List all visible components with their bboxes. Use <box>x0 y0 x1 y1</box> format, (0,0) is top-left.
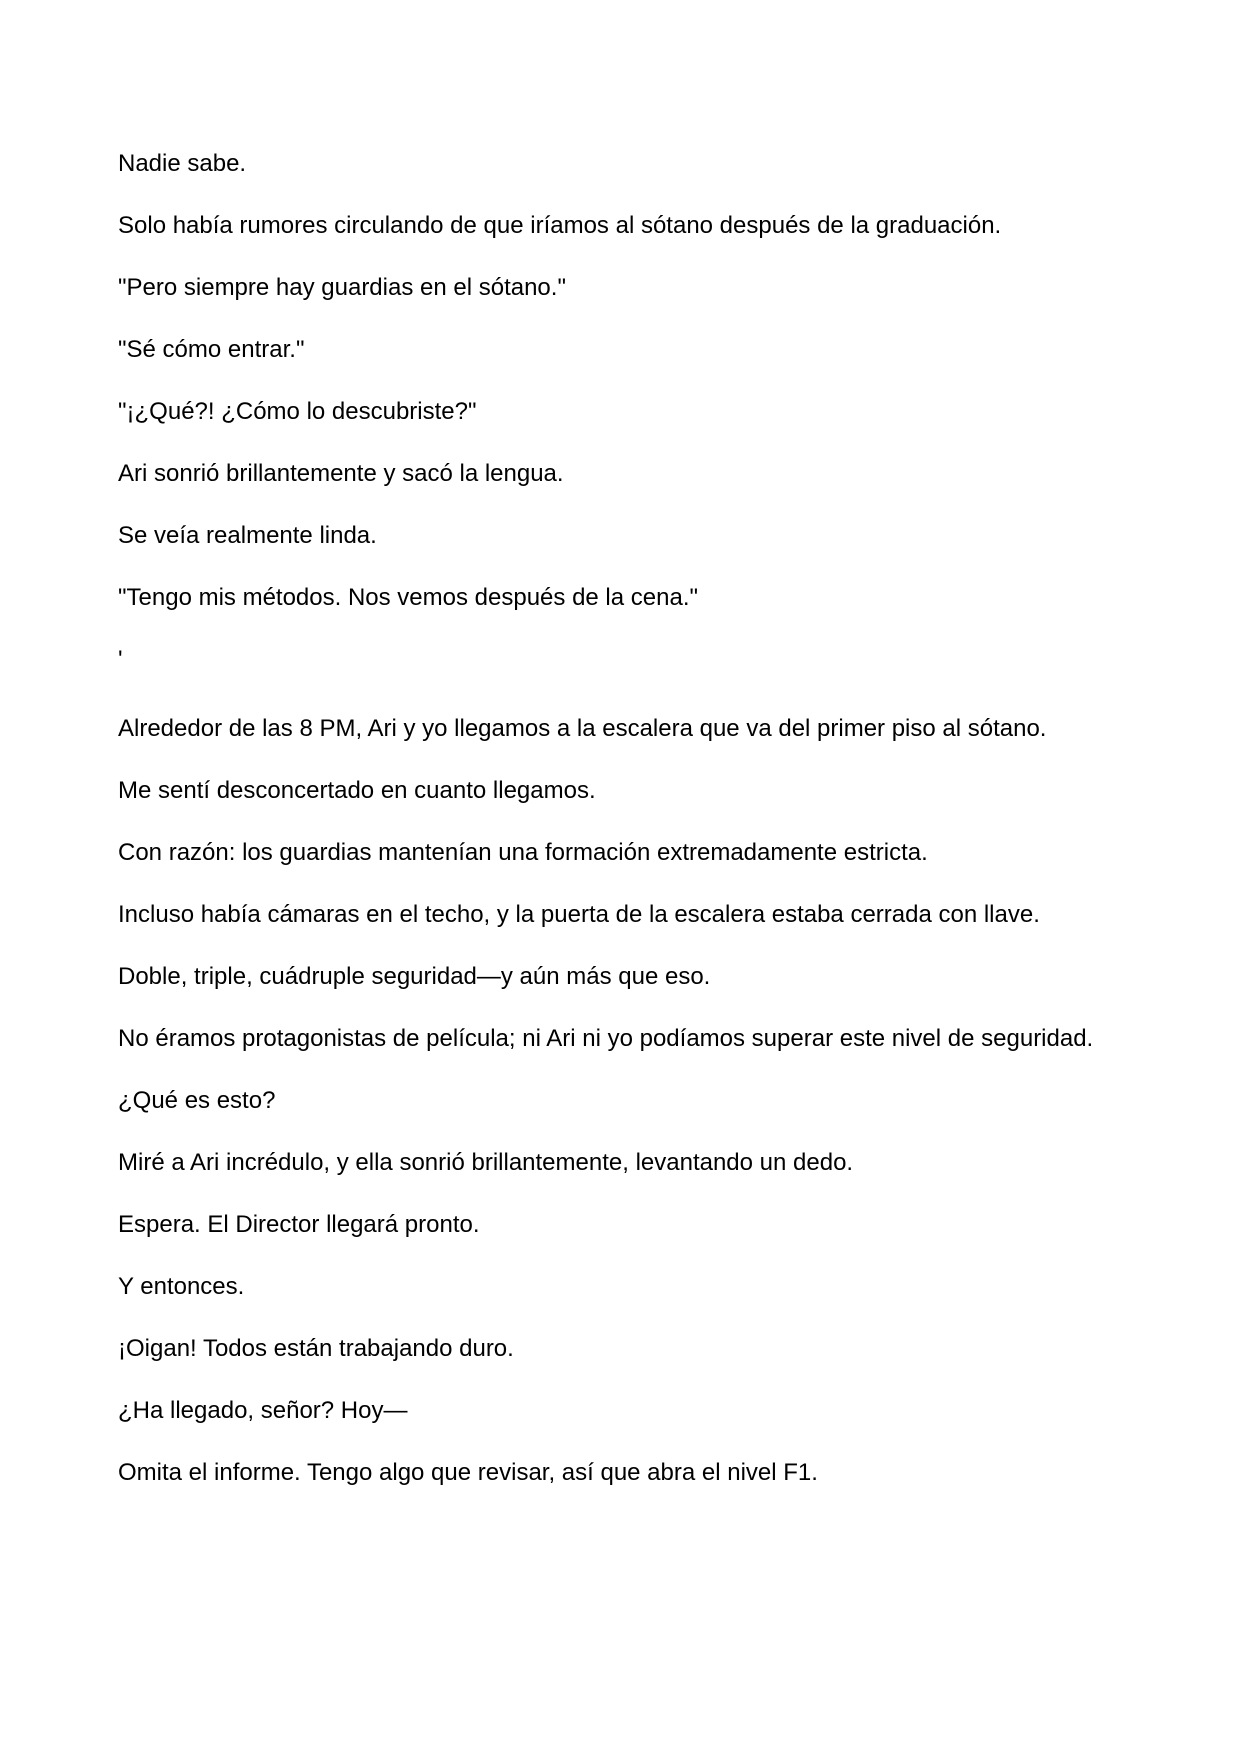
paragraph: Omita el informe. Tengo algo que revisar, así que abra el nivel F1. <box>118 1459 818 1486</box>
document-body <box>118 148 1130 1519</box>
paragraph: Incluso había cámaras en el techo, y la puerta de la escalera estaba cerrada con llave. <box>118 901 1040 928</box>
paragraph: Alrededor de las 8 PM, Ari y yo llegamos a la escalera que va del primer piso al sótano. <box>118 715 1047 742</box>
paragraph: ¿Qué es esto? <box>118 1087 276 1114</box>
paragraph: ¡Oigan! Todos están trabajando duro. <box>118 1335 514 1362</box>
paragraph: Y entonces. <box>118 1273 245 1300</box>
paragraph: "Pero siempre hay guardias en el sótano." <box>118 274 566 301</box>
paragraph: ¿Ha llegado, señor? Hoy— <box>118 1397 408 1424</box>
paragraph: "¡¿Qué?! ¿Cómo lo descubriste?" <box>118 398 477 425</box>
paragraph: Nadie sabe. <box>118 150 247 177</box>
paragraph: "Tengo mis métodos. Nos vemos después de la cena." <box>118 584 699 611</box>
paragraph: "Sé cómo entrar." <box>118 336 305 363</box>
paragraph: No éramos protagonistas de película; ni Ari ni yo podíamos superar este nivel de seguridad. <box>118 1025 1094 1052</box>
paragraph: Solo había rumores circulando de que iríamos al sótano después de la graduación. <box>118 212 1002 239</box>
paragraph: Miré a Ari incrédulo, y ella sonrió brillantemente, levantando un dedo. <box>118 1149 854 1176</box>
paragraph: Doble, triple, cuádruple seguridad—y aún más que eso. <box>118 963 711 990</box>
paragraph: Con razón: los guardias mantenían una formación extremadamente estricta. <box>118 839 928 866</box>
paragraph: Se veía realmente linda. <box>118 522 377 549</box>
scene-break-mark: ' <box>118 646 123 673</box>
paragraph: Me sentí desconcertado en cuanto llegamos. <box>118 777 596 804</box>
paragraph: Espera. El Director llegará pronto. <box>118 1211 480 1238</box>
paragraph: Ari sonrió brillantemente y sacó la lengua. <box>118 460 564 487</box>
